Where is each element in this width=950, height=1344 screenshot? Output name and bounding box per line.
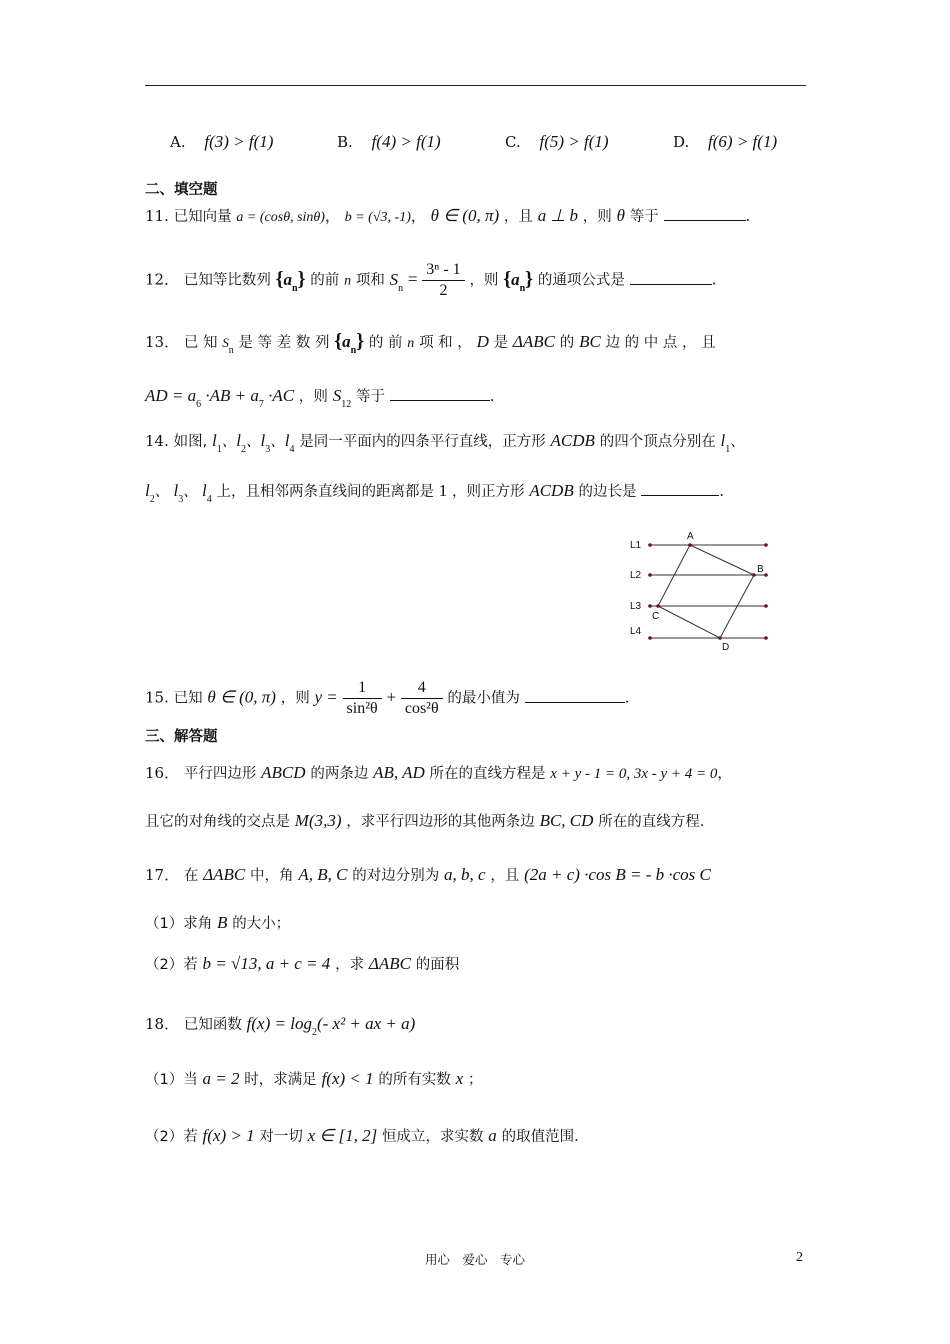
q17-condition: b = √13, a + c = 4 — [202, 954, 331, 973]
question-14-cont: $l_2$、 $l_3$、 $l_4$ 上，且相邻两条直线间的距离都是 1 ，则正方形 ACDB 的边长是 . — [145, 481, 725, 505]
q14-lines-2: $l_2$、 $l_3$、 $l_4$ — [145, 481, 212, 505]
option-c-expr: f(5) > f(1) — [539, 132, 609, 151]
q13-s12: $S_{12}$ — [332, 386, 352, 410]
q14-text: ，则正方形 — [452, 484, 525, 500]
q11-theta: θ — [616, 206, 625, 225]
q17-text: 的面积 — [415, 957, 460, 973]
option-b-label: B. — [337, 133, 353, 151]
option-d — [673, 132, 777, 152]
dot — [648, 636, 652, 640]
option-d-label: D. — [673, 133, 690, 151]
q11-text: 等于 — [629, 209, 659, 225]
q18-number: 18． — [145, 1015, 180, 1033]
question-17-part-1 — [145, 912, 810, 933]
q13-text: 项 和 ， — [419, 335, 472, 351]
q11-text: 已知向量 — [173, 209, 232, 225]
q16-point-m: M(3,3) — [294, 811, 342, 830]
option-c — [505, 132, 609, 152]
q16-text: ，求平行四边形的其他两条边 — [346, 814, 535, 830]
q13-equation: AD = $a_6 \cdot AB + a_7 \cdot AC$ — [145, 386, 295, 410]
dot — [648, 604, 652, 608]
q17-triangle: ΔABC — [203, 865, 246, 884]
question-15: 15. 已知 θ ∈ (0, π) ，则 y = $\frac{1}{\text{sin²θ}}$ + $\frac{4}{\text{cos²θ}}$ 的最小值为 . — [145, 679, 630, 717]
q18-a-equals-2: a = 2 — [202, 1069, 240, 1088]
q12-text: 的前 — [310, 272, 340, 289]
q18-text: 对一切 — [259, 1129, 303, 1145]
q16-text: 所在的直线方程是 — [429, 766, 546, 782]
q13-text: 已 知 — [183, 335, 218, 351]
q16-text: 所在的直线方程. — [598, 814, 705, 830]
q13-text: 边 的 中 点 ， 且 — [605, 335, 716, 351]
q13-sum: $S_n$ — [222, 335, 234, 356]
vertex-b — [752, 573, 756, 577]
q13-text: ，则 — [298, 389, 328, 405]
footer-motto: 用心 爱心 专心 — [424, 1252, 525, 1267]
section-solution-title: 三、解答题 — [145, 729, 218, 745]
label-c: C — [652, 611, 660, 622]
question-18-part-2 — [145, 1125, 810, 1146]
q11-text: ，且 — [503, 209, 533, 225]
q12-seq: $\{a_n\}$ — [275, 267, 306, 294]
question-12: 12． 已知等比数列 $\{a_n\}$ 的前 n 项和 $S_n$ = $\frac{\text{3ⁿ - 1}}{2}$ ，则 $\{a_n\}$ 的通项公式是 . — [145, 261, 717, 299]
q18-text: 恒成立，求实数 — [382, 1129, 484, 1145]
option-a-expr: f(3) > f(1) — [204, 132, 274, 151]
q11-text: ，则 — [582, 209, 612, 225]
q16-abcd: ABCD — [261, 763, 306, 782]
q15-y: y = — [314, 687, 338, 707]
dot — [764, 543, 768, 547]
q18-text: 的取值范围. — [501, 1129, 579, 1145]
q14-lines: $l_1$、$l_2$、$l_3$、$l_4$ — [212, 431, 295, 455]
q16-text: 平行四边形 — [183, 766, 257, 782]
q11-vector-b: b = (√3, -1) — [344, 210, 411, 225]
q18-function: $f(x) = \log_2(-$ x² + ax + a) — [246, 1014, 416, 1038]
q17-text: 的大小； — [232, 916, 291, 932]
q16-text: 且它的对角线的交点是 — [145, 814, 290, 830]
page-number: 2 — [796, 1250, 803, 1265]
q12-sum: $S_n$ — [389, 269, 404, 294]
q17-text: ，且 — [490, 868, 520, 884]
q14-text: 的边长是 — [578, 484, 637, 500]
q17-text: ，求 — [335, 957, 365, 973]
q15-text: 已知 — [173, 690, 203, 707]
label-b: B — [757, 564, 764, 575]
q15-number: 15. — [145, 688, 169, 707]
q18-text: ； — [468, 1072, 483, 1088]
vertex-c — [656, 604, 660, 608]
q18-text: （1）当 — [145, 1072, 198, 1088]
q11-vector-a: a = (cosθ, sinθ) — [236, 210, 325, 225]
q17-angle-b: B — [217, 913, 228, 932]
q14-text: 是同一平面内的四条平行直线，正方形 — [299, 434, 546, 450]
question-16: 16． 平行四边形 ABCD 的两条边 AB, AD 所在的直线方程是 x + y - 1 = 0, 3x - y + 4 = 0， — [145, 763, 732, 782]
q11-number: 11. — [145, 207, 169, 225]
q11-answer-blank — [664, 206, 746, 221]
q12-text: 项和 — [355, 272, 385, 289]
question-18-part-1 — [145, 1068, 810, 1089]
q14-text: 上，且相邻两条直线间的距离都是 — [216, 484, 434, 500]
q16-number: 16． — [145, 764, 180, 782]
q17-equation: (2a + c) ·cos B = - b ·cos C — [524, 865, 711, 884]
q14-square-2: ACDB — [529, 481, 574, 500]
q12-text: 已知等比数列 — [183, 272, 271, 289]
q17-text: 的对边分别为 — [352, 868, 440, 884]
q16-sides: AB, AD — [373, 763, 425, 782]
question-14: 14. 如图, $l_1$、$l_2$、$l_3$、$l_4$ 是同一平面内的四条平行直线，正方形 ACDB 的四个顶点分别在 $l_1$、 — [145, 431, 745, 455]
q13-text: 的 — [559, 335, 575, 351]
q11-condition: a ⊥ b — [537, 206, 579, 225]
q13-answer-blank — [390, 386, 490, 401]
option-a — [170, 132, 273, 152]
vertex-a — [688, 543, 692, 547]
question-17 — [145, 864, 810, 885]
question-11: 11. 已知向量 a = (cosθ, sinθ)， b = (√3, -1)， θ ∈ (0, π) ，且 a ⊥ b ，则 θ 等于 . — [145, 206, 751, 225]
q15-text: 的最小值为 — [447, 690, 520, 707]
option-a-label: A. — [170, 133, 186, 151]
q12-fraction: $\frac{\text{3ⁿ - 1}}{2}$ — [422, 260, 464, 301]
dot — [764, 573, 768, 577]
label-a: A — [687, 531, 694, 542]
q14-figure — [622, 528, 782, 656]
q15-answer-blank — [525, 688, 625, 703]
dot — [648, 543, 652, 547]
dot — [764, 636, 768, 640]
q17-sides: a, b, c — [443, 865, 486, 884]
q17-text: 中，角 — [250, 868, 294, 884]
q12-text: 的通项公式是 — [537, 272, 625, 289]
q14-line-l1: $l_1$ — [720, 431, 731, 455]
q13-text: 是 等 差 数 列 — [238, 335, 330, 351]
q18-x: x — [455, 1069, 464, 1088]
q14-square: ACDB — [550, 431, 595, 450]
q18-a: a — [488, 1126, 497, 1145]
q18-text: （2）若 — [145, 1129, 198, 1145]
q13-text: 的 前 — [368, 335, 403, 351]
option-c-label: C. — [505, 133, 521, 151]
vertex-d — [718, 636, 722, 640]
q16-equations: x + y - 1 = 0, 3x - y + 4 = 0 — [550, 766, 718, 782]
q18-text: 的所有实数 — [378, 1072, 451, 1088]
q17-triangle-2: ΔABC — [368, 954, 411, 973]
q18-inequality-2: f(x) > 1 — [202, 1126, 255, 1145]
q12-number: 12． — [145, 270, 180, 289]
q16-sides-2: BC, CD — [539, 811, 594, 830]
q13-point-d: D — [476, 332, 489, 351]
q12-seq-2: $\{a_n\}$ — [503, 267, 534, 294]
label-l4: L4 — [630, 626, 642, 637]
q17-angles: A, B, C — [298, 865, 348, 884]
q11-range: θ ∈ (0, π) — [430, 206, 500, 225]
q16-text: 的两条边 — [310, 766, 369, 782]
q12-answer-blank — [630, 270, 712, 285]
q12-n: n — [344, 273, 352, 289]
q18-text: 已知函数 — [183, 1017, 242, 1033]
side-ab — [690, 545, 754, 575]
header-rule — [145, 85, 806, 86]
dot — [648, 573, 652, 577]
q14-text: 的四个顶点分别在 — [599, 434, 716, 450]
q13-number: 13． — [145, 333, 180, 351]
q13-n: n — [407, 336, 415, 351]
question-17-part-2 — [145, 953, 810, 974]
side-dc — [658, 606, 720, 638]
q13-side-bc: BC — [579, 332, 601, 351]
q17-text: （2）若 — [145, 957, 198, 973]
question-13 — [145, 330, 810, 356]
q15-fraction-1: $\frac{1}{\text{sin²θ}}$ — [343, 678, 382, 719]
q17-text: （1）求角 — [145, 916, 213, 932]
q13-text: 是 — [493, 335, 509, 351]
q14-answer-blank — [641, 481, 719, 496]
q15-fraction-2: $\frac{4}{\text{cos²θ}}$ — [401, 678, 443, 719]
option-b-expr: f(4) > f(1) — [371, 132, 441, 151]
dot — [764, 604, 768, 608]
question-16-cont — [145, 810, 810, 831]
label-d: D — [722, 642, 730, 653]
q13-triangle: ΔABC — [512, 332, 555, 351]
question-18 — [145, 1013, 810, 1038]
q13-text: 等于 — [355, 389, 385, 405]
q15-plus: + — [386, 687, 397, 707]
option-b — [337, 132, 441, 152]
label-l3: L3 — [630, 601, 642, 612]
q18-inequality-1: f(x) < 1 — [321, 1069, 374, 1088]
q12-text: ，则 — [469, 272, 499, 289]
section-fill-in-title: 二、填空题 — [145, 182, 218, 198]
q14-one: 1 — [438, 481, 448, 500]
q17-text: 在 — [183, 868, 199, 884]
q14-text: 如图, — [173, 434, 208, 450]
q13-seq: $\{a_n\}$ — [334, 330, 365, 356]
question-13-cont: AD = $a_6 \cdot AB + a_7 \cdot AC$ ，则 $S_{12}$ 等于 . — [145, 386, 495, 410]
label-l2: L2 — [630, 570, 642, 581]
option-d-expr: f(6) > f(1) — [708, 132, 778, 151]
q17-number: 17． — [145, 866, 180, 884]
q14-number: 14. — [145, 432, 169, 450]
q15-range: θ ∈ (0, π) — [207, 687, 276, 707]
q15-text: ，则 — [280, 690, 310, 707]
q18-text: 时，求满足 — [244, 1072, 317, 1088]
label-l1: L1 — [630, 540, 642, 551]
q18-interval: x ∈ [1, 2] — [307, 1126, 378, 1145]
